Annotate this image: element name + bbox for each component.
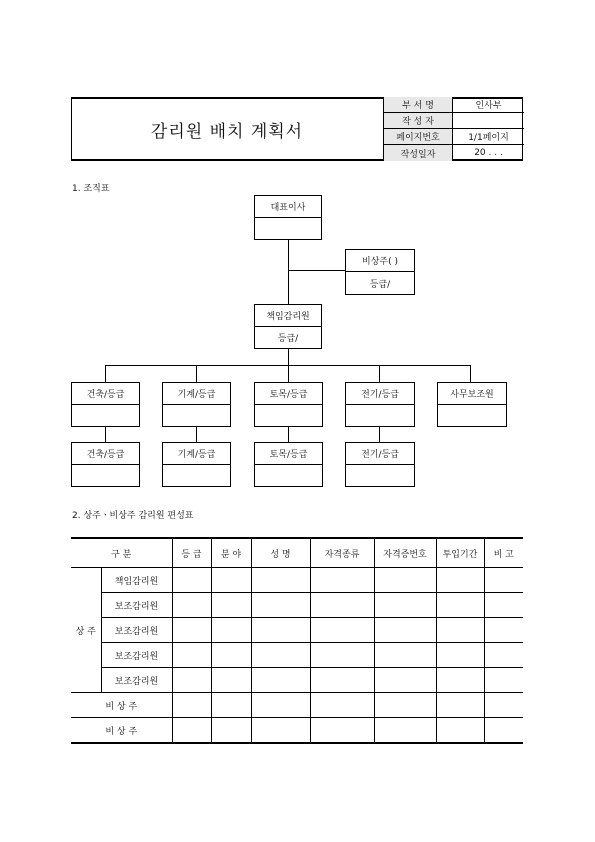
empty-cell[interactable] bbox=[251, 693, 310, 718]
org-box-name bbox=[255, 405, 322, 427]
org-box-nonresident-title: 비상주( ) bbox=[346, 250, 414, 272]
roster-header-row bbox=[71, 538, 523, 568]
org-box-label: 토목/등급 bbox=[255, 383, 322, 405]
meta-value-author bbox=[453, 113, 524, 129]
empty-cell[interactable] bbox=[172, 593, 211, 618]
role-cell: 보조감리원 bbox=[101, 643, 172, 668]
org-line-nonresident bbox=[288, 270, 345, 271]
org-box-electrical bbox=[345, 382, 415, 427]
empty-cell[interactable] bbox=[310, 718, 374, 744]
org-box-chief-title: 책임감리원 bbox=[255, 305, 321, 327]
header-note: 비 고 bbox=[484, 538, 523, 568]
empty-cell[interactable] bbox=[172, 668, 211, 693]
org-box-name bbox=[163, 405, 230, 427]
org-box-label: 사무보조원 bbox=[438, 383, 506, 405]
empty-cell[interactable] bbox=[436, 643, 484, 668]
empty-cell[interactable] bbox=[484, 618, 523, 643]
empty-cell[interactable] bbox=[484, 643, 523, 668]
empty-cell[interactable] bbox=[484, 693, 523, 718]
empty-cell[interactable] bbox=[211, 643, 251, 668]
empty-cell[interactable] bbox=[374, 668, 436, 693]
document-meta-table bbox=[383, 97, 523, 161]
empty-cell[interactable] bbox=[436, 593, 484, 618]
org-line-sub-2 bbox=[196, 427, 197, 442]
empty-cell[interactable] bbox=[310, 568, 374, 593]
header-grade: 등 급 bbox=[172, 538, 211, 568]
org-box-label: 건축/등급 bbox=[72, 443, 139, 465]
org-box-label: 전기/등급 bbox=[346, 443, 414, 465]
meta-value-page: 1/1페이지 bbox=[453, 129, 524, 145]
roster-table bbox=[71, 537, 523, 744]
table-row bbox=[71, 643, 523, 668]
empty-cell[interactable] bbox=[436, 618, 484, 643]
org-box-nonresident bbox=[345, 249, 415, 295]
org-line-drop-5 bbox=[470, 365, 471, 382]
org-line-drop-2 bbox=[196, 365, 197, 382]
org-box-mechanical bbox=[162, 382, 231, 427]
org-line-sub-4 bbox=[379, 427, 380, 442]
empty-cell[interactable] bbox=[211, 618, 251, 643]
org-line-ceo-chief bbox=[288, 240, 289, 305]
table-row bbox=[71, 718, 523, 744]
empty-cell[interactable] bbox=[310, 668, 374, 693]
org-box-ceo-title: 대표이사 bbox=[255, 196, 321, 218]
org-box-label: 기계/등급 bbox=[163, 383, 230, 405]
empty-cell[interactable] bbox=[172, 568, 211, 593]
org-box-label: 전기/등급 bbox=[346, 383, 414, 405]
empty-cell[interactable] bbox=[211, 568, 251, 593]
empty-cell[interactable] bbox=[251, 643, 310, 668]
empty-cell[interactable] bbox=[374, 643, 436, 668]
empty-cell[interactable] bbox=[310, 593, 374, 618]
empty-cell[interactable] bbox=[436, 668, 484, 693]
org-box-label: 건축/등급 bbox=[72, 383, 139, 405]
org-box-name bbox=[346, 405, 414, 427]
role-cell: 보조감리원 bbox=[101, 593, 172, 618]
role-cell: 책임감리원 bbox=[101, 568, 172, 593]
org-box-name bbox=[255, 465, 322, 487]
empty-cell[interactable] bbox=[374, 693, 436, 718]
meta-label-date: 작성일자 bbox=[384, 145, 453, 161]
document-title: 감리원 배치 계획서 bbox=[150, 121, 304, 142]
org-box-name bbox=[438, 405, 506, 427]
empty-cell[interactable] bbox=[310, 693, 374, 718]
org-box-civil bbox=[254, 382, 323, 427]
org-box-architecture-sub bbox=[71, 442, 140, 487]
empty-cell[interactable] bbox=[251, 568, 310, 593]
empty-cell[interactable] bbox=[172, 618, 211, 643]
header-category: 구 분 bbox=[71, 538, 172, 568]
org-box-office-assistant bbox=[437, 382, 507, 427]
meta-value-date: 20 . . . bbox=[474, 148, 503, 158]
empty-cell[interactable] bbox=[211, 593, 251, 618]
meta-value-department: 인사부 bbox=[453, 97, 524, 113]
org-line-chief-down bbox=[288, 349, 289, 365]
header-field: 분 야 bbox=[211, 538, 251, 568]
header-cert-number: 자격증번호 bbox=[374, 538, 436, 568]
org-box-label: 기계/등급 bbox=[163, 443, 230, 465]
meta-label-page: 페이지번호 bbox=[384, 129, 453, 145]
table-row bbox=[71, 593, 523, 618]
empty-cell[interactable] bbox=[484, 593, 523, 618]
empty-cell[interactable] bbox=[251, 618, 310, 643]
meta-label-department: 부 서 명 bbox=[384, 97, 453, 113]
section-title-roster: 2. 상주ㆍ비상주 감리원 편성표 bbox=[72, 511, 194, 521]
org-box-civil-sub bbox=[254, 442, 323, 487]
table-row bbox=[71, 568, 523, 593]
nonresident-label: 비 상 주 bbox=[71, 693, 172, 718]
org-line-drop-3 bbox=[288, 365, 289, 382]
empty-cell[interactable] bbox=[251, 718, 310, 744]
org-box-mechanical-sub bbox=[162, 442, 231, 487]
empty-cell[interactable] bbox=[172, 718, 211, 744]
resident-group-label: 상 주 bbox=[71, 568, 101, 693]
empty-cell[interactable] bbox=[484, 718, 523, 744]
empty-cell[interactable] bbox=[172, 643, 211, 668]
meta-label-author: 작 성 자 bbox=[384, 113, 453, 129]
header-name: 성 명 bbox=[251, 538, 310, 568]
empty-cell[interactable] bbox=[211, 718, 251, 744]
org-box-nonresident-grade: 등급/ bbox=[369, 279, 391, 290]
org-box-chief-grade: 등급/ bbox=[277, 333, 299, 344]
org-box-name bbox=[163, 465, 230, 487]
empty-cell[interactable] bbox=[436, 693, 484, 718]
table-row bbox=[71, 668, 523, 693]
empty-cell[interactable] bbox=[211, 668, 251, 693]
header-period: 투입기간 bbox=[436, 538, 484, 568]
org-line-sub-1 bbox=[105, 427, 106, 442]
empty-cell[interactable] bbox=[436, 718, 484, 744]
empty-cell[interactable] bbox=[374, 718, 436, 744]
empty-cell[interactable] bbox=[484, 668, 523, 693]
org-box-architecture bbox=[71, 382, 140, 427]
empty-cell[interactable] bbox=[374, 593, 436, 618]
org-line-drop-1 bbox=[105, 365, 106, 382]
role-cell: 보조감리원 bbox=[101, 668, 172, 693]
empty-cell[interactable] bbox=[374, 618, 436, 643]
header-cert-type: 자격종류 bbox=[310, 538, 374, 568]
org-line-sub-3 bbox=[288, 427, 289, 442]
empty-cell[interactable] bbox=[484, 568, 523, 593]
nonresident-label: 비 상 주 bbox=[71, 718, 172, 744]
empty-cell[interactable] bbox=[251, 593, 310, 618]
section-title-org-chart: 1. 조직표 bbox=[72, 184, 110, 194]
org-box-name bbox=[72, 405, 139, 427]
org-box-chief-supervisor bbox=[254, 304, 322, 349]
empty-cell[interactable] bbox=[436, 568, 484, 593]
table-row bbox=[71, 618, 523, 643]
org-box-ceo bbox=[254, 195, 322, 240]
empty-cell[interactable] bbox=[310, 643, 374, 668]
empty-cell[interactable] bbox=[374, 568, 436, 593]
org-box-ceo-name bbox=[255, 218, 321, 240]
role-cell: 보조감리원 bbox=[101, 618, 172, 643]
empty-cell[interactable] bbox=[172, 693, 211, 718]
org-box-electrical-sub bbox=[345, 442, 415, 487]
org-box-name bbox=[72, 465, 139, 487]
empty-cell[interactable] bbox=[211, 693, 251, 718]
org-box-name bbox=[346, 465, 414, 487]
org-line-drop-4 bbox=[379, 365, 380, 382]
empty-cell[interactable] bbox=[310, 618, 374, 643]
org-box-label: 토목/등급 bbox=[255, 443, 322, 465]
table-row bbox=[71, 693, 523, 718]
empty-cell[interactable] bbox=[251, 668, 310, 693]
